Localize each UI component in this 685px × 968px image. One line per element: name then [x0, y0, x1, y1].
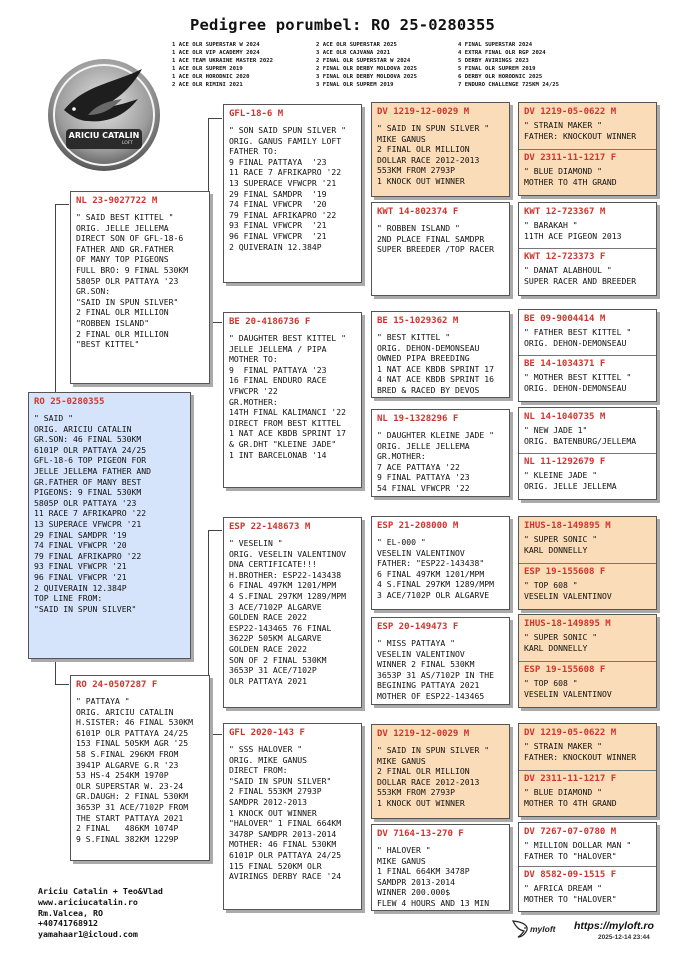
pigeon-grandsire-card[interactable] — [223, 104, 362, 283]
ring-number: IHUS-18-149895 M — [524, 619, 611, 629]
ring-number: ESP 19-155608 F — [524, 567, 606, 577]
pigeon-description: " DANAT ALABHOUL " SUPER RACER AND BREEDER — [524, 265, 637, 286]
pigeon-description: " SUPER SONIC " KARL DONNELLY — [524, 632, 598, 653]
ring-number: DV 7267-07-0780 M — [524, 827, 617, 837]
pigeon-sire-card[interactable] — [70, 191, 210, 384]
pigeon-gen4-card[interactable] — [371, 202, 510, 296]
pigeon-gen5-pair-card[interactable] — [518, 516, 657, 610]
pigeon-description: " SSS HALOVER " ORIG. MIKE GANUS DIRECT FROM: "SAID IN SPUN SILVER" 2 FINAL 553KM 2793P SAMDPR 2012-2013 1 KNOCK OUT WINNER "HALOVER" 1 FINAL 664KM 3478P SAMDPR 2013-2014 MOTHER: 46 FINAL 530KM 6101P OLR PATTAYA 24/25 115 FINAL 520KM OLR AVIRINGS DERBY RACE '24 — [229, 744, 342, 882]
pigeon-gen5-pair-card[interactable] — [518, 202, 657, 296]
connector-line — [55, 659, 56, 684]
pigeon-description: " FATHER BEST KITTEL " ORIG. DEHON-DEMONSEAU — [524, 327, 632, 348]
ring-number: DV 2311-11-1217 F — [524, 774, 617, 784]
pigeon-granddam-card[interactable] — [223, 312, 362, 488]
pigeon-description: " TOP 608 " VESELIN VALENTINOV — [524, 678, 612, 699]
card-divider — [519, 770, 656, 771]
pigeon-description: " MISS PATTAYA " VESELIN VALENTINOV WINNER 2 FINAL 530KM 3653P 31 AS/7102P IN THE BEGINING PATTAYA 2021 MOTHER OF ESP22-143465 — [377, 638, 494, 701]
pigeon-description: " HALOVER " MIKE GANUS 1 FINAL 664KM 3478P SAMDPR 2013-2014 WINNER 200.000$ FLEW 4 HOURS AND 13 MIN — [377, 845, 490, 908]
connector-line — [208, 530, 222, 531]
ring-number: DV 1219-12-0029 M — [377, 729, 470, 739]
website-link[interactable]: https://myloft.ro — [574, 920, 654, 932]
pigeon-description: " MOTHER BEST KITTEL " ORIG. DEHON-DEMONSEAU — [524, 372, 632, 393]
card-divider — [519, 149, 656, 150]
ring-number: ESP 22-148673 M — [229, 522, 311, 532]
pigeon-grandsire-card[interactable] — [223, 517, 362, 708]
ring-number: RO 24-0507287 F — [76, 680, 158, 690]
card-divider — [519, 355, 656, 356]
ring-number: GFL 2020-143 F — [229, 728, 305, 738]
ring-number: BE 15-1029362 M — [377, 316, 459, 326]
connector-line — [208, 530, 209, 685]
connector-line — [55, 204, 69, 205]
ring-number: DV 1219-05-0622 M — [524, 728, 617, 738]
pigeon-gen4-card[interactable] — [371, 617, 510, 705]
ring-number: DV 1219-12-0029 M — [377, 107, 470, 117]
connector-line — [208, 118, 222, 119]
pigeon-description: " DAUGHTER KLEINE JADE " ORIG. JELLE JELLEMA GR.MOTHER: 7 ACE PATTAYA '22 9 FINAL PATTAYA '23 54 FINAL VFWCPR '22 — [377, 430, 494, 493]
pigeon-description: " SAID BEST KITTEL " ORIG. JELLE JELLEMA DIRECT SON OF GFL-18-6 FATHER AND GR.FATHER OF MANY TOP PIGEONS FULL BRO: 9 FINAL 530KM 5805P OLR PATTAYA '23 GR.SON: "SAID IN SPUN SILVER" 2 FINAL OLR MILLION "ROBBEN ISLAND" 2 FINAL OLR MILLION "BEST KITTEL" — [76, 212, 189, 350]
results-column-2: 2 ACE OLR SUPERSTAR 2025 3 ACE OLR CAJVANA 2021 2 FINAL OLR SUPERSTAR W 2024 2 FINAL OLR DERBY MOLDOVA 2025 3 FINAL OLR DERBY MOLDOVA 2025 3 FINAL OLR SUPREM 2019 — [316, 42, 418, 88]
ring-number: ESP 20-149473 F — [377, 622, 459, 632]
card-divider — [519, 453, 656, 454]
pigeon-description: " BARAKAH " 11TH ACE PIGEON 2013 — [524, 220, 622, 241]
loft-logo — [44, 55, 164, 175]
pigeon-description: " ROBBEN ISLAND " 2ND PLACE FINAL SAMDPR SUPER BREEDER /TOP RACER — [377, 223, 494, 255]
pigeon-subject-card[interactable] — [28, 392, 191, 659]
results-column-1: 1 ACE OLR SUPERSTAR W 2024 1 ACE OLR VIP ACADEMY 2024 1 ACE TEAM UKRAINE MASTER 2022 1 ACE OLR SUPREM 2019 1 ACE OLR HORODNIC 2020 2 ACE OLR RIMINI 2021 — [172, 42, 274, 88]
breeder-contact: Ariciu Catalin + Teo&Vlad www.ariciucatalin.ro Rm.Valcea, RO +40741768912 yamahaar1@icloud.com — [38, 886, 163, 940]
logo-name: ARICIU CATALIN — [68, 131, 140, 140]
pigeon-description: " VESELIN " ORIG. VESELIN VALENTINOV DNA CERTIFICATE!!! H.BROTHER: ESP22-143438 6 FINAL 497KM 1201/MPM 4 S.FINAL 297KM 1289/MPM 3 ACE/7102P ALGARVE GOLDEN RACE 2022 ESP22-143465 76 FINAL 3622P 505KM ALGARVE GOLDEN RACE 2022 SON OF 2 FINAL 530KM 3653P 31 ACE/7102P OLR PATTAYA 2021 — [229, 538, 346, 686]
pigeon-description: " SAID IN SPUN SILVER " MIKE GANUS 2 FINAL OLR MILLION DOLLAR RACE 2012-2013 553KM FROM 2793P 1 KNOCK OUT WINNER — [377, 123, 490, 186]
pigeon-description: " DAUGHTER BEST KITTEL " JELLE JELLEMA / PIPA MOTHER TO: 9 FINAL PATTAYA '23 16 FINAL ENDURO RACE VFWCPR '22 GR.MOTHER: 14TH FINAL KALIMANCI '22 DIRECT FROM BEST KITTEL 1 NAT ACE KBDB SPRINT 17 & GR.DHT "KLEINE JADE" 1 INT BARCELONAB '14 — [229, 333, 346, 460]
pigeon-gen5-pair-card[interactable] — [518, 723, 657, 817]
pigeon-gen4-card[interactable] — [371, 824, 510, 911]
pigeon-gen4-card[interactable] — [371, 516, 510, 610]
pigeon-description: " BLUE DIAMOND " MOTHER TO 4TH GRAND — [524, 166, 617, 187]
pigeon-description: " NEW JADE 1" ORIG. BATENBURG/JELLEMA — [524, 425, 637, 446]
ring-number: BE 14-1034371 F — [524, 359, 606, 369]
connector-line — [208, 322, 222, 323]
ring-number: KWT 12-723373 F — [524, 252, 606, 262]
connector-line — [55, 204, 56, 392]
pigeon-description: " MILLION DOLLAR MAN " FATHER TO "HALOVER" — [524, 840, 632, 861]
ring-number: RO 25-0280355 — [34, 397, 105, 407]
ring-number: DV 1219-05-0622 M — [524, 107, 617, 117]
pigeon-description: " SAID " ORIG. ARICIU CATALIN GR.SON: 46 FINAL 530KM 6101P OLR PATTAYA 24/25 GFL-18-6 TOP PIGEON FOR JELLE JELLEMA FATHER AND GR.FATHER OF MANY BEST PIGEONS: 9 FINAL 530KM 5805P OLR PATTAYA '23 11 RACE 7 AFRIKAPRO '22 13 SUPERACE VFWCPR '21 29 FINAL SAMDPR '19 74 FINAL VFWCPR '20 79 FINAL AFRIKAPRO '22 93 FINAL VFWCPR '21 96 FINAL VFWCPR '21 2 QUIVERAIN 12.384P TOP LINE FROM: "SAID IN SPUN SILVER" — [34, 413, 151, 614]
pigeon-gen4-card[interactable] — [371, 311, 510, 398]
connector-line — [55, 684, 69, 685]
ring-number: NL 14-1040735 M — [524, 412, 606, 422]
pigeon-description: " STRAIN MAKER " FATHER: KNOCKOUT WINNER — [524, 741, 637, 762]
pigeon-description: " SON SAID SPUN SILVER " ORIG. GANUS FAMILY LOFT FATHER TO: 9 FINAL PATTAYA '23 11 RACE 7 AFRIKAPRO '22 13 SUPERACE VFWCPR '21 29 FINAL SAMDPR '19 74 FINAL VFWCPR '20 79 FINAL AFRIKAPRO '22 93 FINAL VFWCPR '21 96 FINAL VFWCPR '21 2 QUIVERAIN 12.384P — [229, 125, 346, 252]
page-title: Pedigree porumbel: RO 25-0280355 — [189, 16, 496, 34]
ring-number: NL 19-1328296 F — [377, 414, 459, 424]
pigeon-description: " PATTAYA " ORIG. ARICIU CATALIN H.SISTER: 46 FINAL 530KM 6101P OLR PATTAYA 24/25 153 FINAL 505KM AGR '25 58 S.FINAL 296KM FROM 3941P ALGARVE G.R '23 53 HS-4 254KM 1970P OLR SUPERSTAR W. 23-24 GR.DAUGH: 2 FINAL 530KM 3653P 31 ACE/7102P FROM THE START PATTAYA 2021 2 FINAL 486KM 1074P 9 S.FINAL 382KM 1229P — [76, 696, 193, 844]
ring-number: ESP 21-208000 M — [377, 521, 459, 531]
pigeon-gen4-card[interactable] — [371, 102, 510, 197]
pigeon-gen5-pair-card[interactable] — [518, 309, 657, 402]
connector-line — [208, 734, 222, 735]
myloft-logo — [510, 917, 560, 939]
pigeon-description: " BEST KITTEL " ORIG. DEHON-DEMONSEAU OWNED PIPA BREEDING 1 NAT ACE KBDB SPRINT 17 4 NAT ACE KBDB SPRINT 16 BRED & RACED BY DEVOS — [377, 332, 494, 395]
ring-number: ESP 19-155608 F — [524, 665, 606, 675]
pigeon-description: " SAID IN SPUN SILVER " MIKE GANUS 2 FINAL OLR MILLION DOLLAR RACE 2012-2013 553KM FROM 2793P 1 KNOCK OUT WINNER — [377, 745, 490, 808]
pigeon-description: " STRAIN MAKER " FATHER: KNOCKOUT WINNER — [524, 120, 637, 141]
ring-number: GFL-18-6 M — [229, 109, 284, 119]
ring-number: DV 7164-13-270 F — [377, 829, 464, 839]
ring-number: NL 23-9027722 M — [76, 196, 158, 206]
pigeon-description: " EL-000 " VESELIN VALENTINOV FATHER: "ESP22-143438" 6 FINAL 497KM 1201/MPM 4 S.FINAL 297KM 1289/MPM 3 ACE/7102P OLR ALGARVE — [377, 537, 494, 600]
card-divider — [519, 866, 656, 867]
pigeon-gen5-pair-card[interactable] — [518, 102, 657, 196]
results-column-3: 4 FINAL SUPERSTAR 2024 4 EXTRA FINAL OLR RGP 2024 5 DERBY AVIRINGS 2023 5 FINAL OLR SUPREM 2019 6 DERBY OLR HORODNIC 2025 7 ENDURO CHALLENGE 725KM 24/25 — [458, 42, 560, 88]
pigeon-granddam-card[interactable] — [223, 723, 362, 910]
pigeon-dam-card[interactable] — [70, 675, 210, 861]
pigeon-description: " AFRICA DREAM " MOTHER TO "HALOVER" — [524, 883, 617, 904]
pigeon-gen5-pair-card[interactable] — [518, 407, 657, 500]
pigeon-gen5-pair-card[interactable] — [518, 614, 657, 708]
myloft-wordmark: myloft — [530, 924, 556, 934]
ring-number: DV 2311-11-1217 F — [524, 153, 617, 163]
ring-number: KWT 14-802374 F — [377, 207, 459, 217]
logo-subtitle: LOFT — [121, 141, 133, 146]
ring-number: BE 09-9004414 M — [524, 314, 606, 324]
card-divider — [519, 661, 656, 662]
pigeon-gen5-pair-card[interactable] — [518, 822, 657, 912]
ring-number: NL 11-1292679 F — [524, 457, 606, 467]
pigeon-description: " BLUE DIAMOND " MOTHER TO 4TH GRAND — [524, 787, 617, 808]
ring-number: BE 20-4186736 F — [229, 317, 311, 327]
print-timestamp: 2025-12-14 23:44 — [598, 934, 650, 941]
pigeon-gen4-card[interactable] — [371, 724, 510, 819]
ring-number: KWT 12-723367 M — [524, 207, 606, 217]
pigeon-description: " KLEINE JADE " ORIG. JELLE JELLEMA — [524, 470, 617, 491]
card-divider — [519, 248, 656, 249]
pigeon-description: " SUPER SONIC " KARL DONNELLY — [524, 534, 598, 555]
ring-number: DV 8582-09-1515 F — [524, 870, 617, 880]
pigeon-gen4-card[interactable] — [371, 409, 510, 497]
pigeon-description: " TOP 608 " VESELIN VALENTINOV — [524, 580, 612, 601]
card-divider — [519, 563, 656, 564]
connector-line — [208, 118, 209, 198]
ring-number: IHUS-18-149895 M — [524, 521, 611, 531]
